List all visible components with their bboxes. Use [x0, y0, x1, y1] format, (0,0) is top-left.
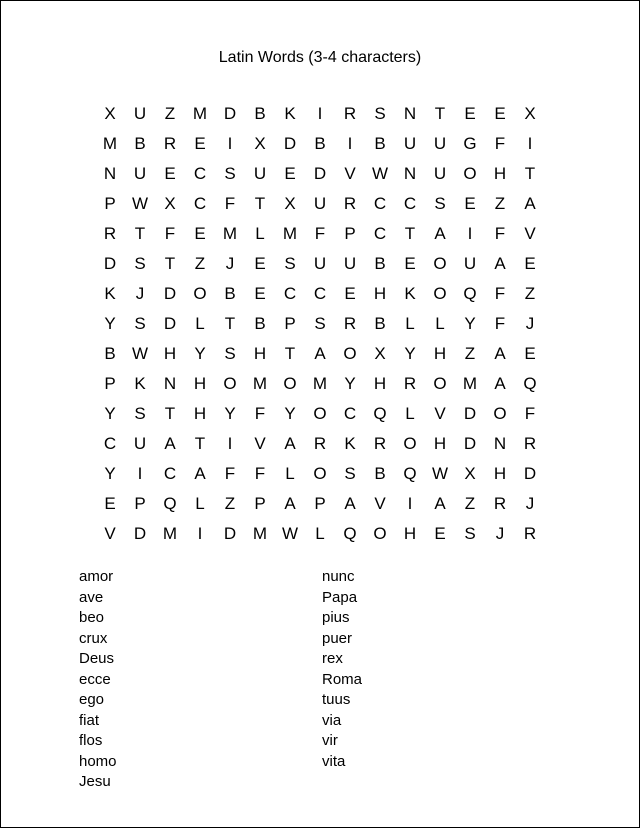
grid-letter: U	[463, 253, 477, 273]
word-list-item: puer	[322, 629, 353, 647]
grid-letter: T	[254, 193, 266, 213]
grid-letter: H	[193, 373, 207, 393]
grid-letter: H	[403, 523, 417, 543]
word-list-item: ecce	[79, 670, 111, 688]
grid-letter: E	[194, 223, 206, 243]
grid-letter: D	[223, 523, 237, 543]
word-list-item: rex	[322, 650, 343, 667]
grid-letter: R	[343, 103, 357, 123]
grid-letter: M	[462, 373, 478, 393]
grid-letter: Y	[104, 403, 116, 423]
grid-letter: A	[494, 253, 506, 273]
grid-letter: X	[464, 463, 476, 483]
grid-letter: Z	[164, 103, 176, 123]
grid-letter: E	[284, 163, 296, 183]
grid-letter: U	[253, 163, 267, 183]
grid-letter: A	[434, 493, 446, 513]
grid-letter: H	[433, 433, 447, 453]
grid-letter: R	[103, 223, 117, 243]
grid-letter: T	[224, 313, 236, 333]
grid-letter: O	[463, 163, 477, 183]
grid-letter: H	[163, 343, 177, 363]
grid-letter: F	[224, 193, 236, 213]
grid-letter: K	[404, 283, 416, 303]
grid-letter: C	[193, 193, 207, 213]
grid-letter: E	[164, 163, 176, 183]
grid-letter: H	[373, 373, 387, 393]
grid-letter: L	[435, 313, 445, 333]
grid-letter: Z	[464, 343, 476, 363]
grid-letter: Y	[104, 463, 116, 483]
grid-letter: M	[192, 103, 208, 123]
word-list-item: flos	[79, 732, 103, 749]
grid-letter: T	[194, 433, 206, 453]
grid-letter: O	[403, 433, 417, 453]
grid-letter: J	[135, 283, 145, 303]
grid-letter: X	[104, 103, 116, 123]
word-list-item: nunc	[322, 568, 355, 585]
grid-letter: R	[343, 193, 357, 213]
grid-letter: F	[494, 283, 506, 303]
grid-letter: S	[134, 403, 146, 423]
grid-letter: M	[282, 223, 298, 243]
word-list-item: ego	[79, 691, 105, 708]
grid-letter: T	[284, 343, 296, 363]
word-list-item: beo	[79, 609, 105, 626]
grid-letter: V	[374, 493, 386, 513]
word-list-item: homo	[79, 752, 117, 770]
grid-letter: N	[493, 433, 507, 453]
grid-letter: M	[162, 523, 178, 543]
word-list-item: Roma	[322, 670, 363, 688]
grid-letter: P	[344, 223, 356, 243]
grid-letter: K	[104, 283, 116, 303]
grid-letter: S	[284, 253, 296, 273]
grid-letter: O	[433, 373, 447, 393]
grid-letter: F	[524, 403, 536, 423]
grid-letter: I	[137, 463, 143, 483]
word-list-column-1	[79, 567, 117, 793]
grid-letter: R	[523, 433, 537, 453]
grid-letter: T	[524, 163, 536, 183]
grid-letter: F	[254, 463, 266, 483]
grid-letter: P	[104, 193, 116, 213]
grid-letter: F	[494, 133, 506, 153]
grid-letter: Z	[464, 493, 476, 513]
grid-letter: R	[373, 433, 387, 453]
grid-letter: B	[374, 133, 386, 153]
grid-letter: E	[254, 253, 266, 273]
grid-letter: W	[131, 193, 149, 213]
grid-letter: D	[163, 313, 177, 333]
grid-letter: C	[403, 193, 417, 213]
grid-letter: O	[193, 283, 207, 303]
grid-letter: D	[163, 283, 177, 303]
grid-letter: C	[103, 433, 117, 453]
grid-letter: D	[463, 403, 477, 423]
word-list-item: amor	[79, 568, 114, 585]
grid-letter: K	[134, 373, 146, 393]
grid-letter: E	[194, 133, 206, 153]
grid-letter: N	[163, 373, 177, 393]
word-list-item: vita	[322, 752, 346, 770]
grid-letter: E	[344, 283, 356, 303]
word-list-item: tuus	[322, 691, 351, 708]
grid-letter: T	[404, 223, 416, 243]
word-list-item: Papa	[322, 588, 358, 606]
grid-letter: R	[523, 523, 537, 543]
grid-letter: D	[463, 433, 477, 453]
grid-letter: Y	[224, 403, 236, 423]
grid-letter: E	[464, 103, 476, 123]
grid-letter: M	[222, 223, 238, 243]
grid-letter: X	[164, 193, 176, 213]
grid-letter: U	[133, 103, 147, 123]
grid-letter: Q	[343, 523, 357, 543]
grid-letter: S	[344, 463, 356, 483]
grid-letter: U	[313, 193, 327, 213]
grid-letter: Y	[404, 343, 416, 363]
grid-letter: L	[315, 523, 325, 543]
grid-letter: H	[193, 403, 207, 423]
grid-letter: Q	[403, 463, 417, 483]
grid-letter: X	[374, 343, 386, 363]
grid-letter: V	[254, 433, 266, 453]
word-list-item: Jesu	[79, 773, 111, 790]
grid-letter: U	[313, 253, 327, 273]
grid-letter: J	[525, 313, 535, 333]
grid-letter: U	[433, 163, 447, 183]
grid-letter: A	[494, 343, 506, 363]
grid-letter: S	[374, 103, 386, 123]
grid-letter: C	[313, 283, 327, 303]
grid-letter: C	[343, 403, 357, 423]
grid-letter: C	[163, 463, 177, 483]
grid-letter: I	[227, 133, 233, 153]
grid-letter: G	[463, 133, 477, 153]
grid-letter: M	[312, 373, 328, 393]
grid-letter: C	[283, 283, 297, 303]
grid-letter: X	[284, 193, 296, 213]
grid-letter: A	[524, 193, 536, 213]
grid-letter: H	[373, 283, 387, 303]
grid-letter: L	[195, 313, 205, 333]
grid-letter: Z	[524, 283, 536, 303]
grid-letter: H	[433, 343, 447, 363]
grid-letter: L	[195, 493, 205, 513]
grid-letter: Z	[494, 193, 506, 213]
grid-letter: S	[134, 313, 146, 333]
grid-letter: A	[284, 493, 296, 513]
grid-letter: H	[253, 343, 267, 363]
grid-letter: Z	[224, 493, 236, 513]
grid-letter: M	[252, 373, 268, 393]
grid-letter: A	[434, 223, 446, 243]
grid-letter: E	[524, 343, 536, 363]
grid-letter: U	[133, 163, 147, 183]
grid-letter: O	[313, 403, 327, 423]
grid-letter: B	[224, 283, 236, 303]
grid-letter: W	[431, 463, 449, 483]
grid-letter: X	[254, 133, 266, 153]
grid-letter: U	[403, 133, 417, 153]
grid-letter: E	[104, 493, 116, 513]
grid-letter: V	[344, 163, 356, 183]
grid-letter: Y	[464, 313, 476, 333]
grid-letter: Z	[194, 253, 206, 273]
letter-grid	[95, 98, 545, 548]
grid-letter: W	[131, 343, 149, 363]
grid-letter: O	[283, 373, 297, 393]
grid-letter: R	[403, 373, 417, 393]
grid-letter: X	[524, 103, 536, 123]
grid-letter: B	[374, 313, 386, 333]
grid-letter: I	[467, 223, 473, 243]
grid-letter: E	[404, 253, 416, 273]
grid-letter: C	[193, 163, 207, 183]
grid-letter: M	[102, 133, 118, 153]
grid-letter: I	[527, 133, 533, 153]
word-list-item: via	[322, 711, 342, 729]
grid-letter: S	[224, 343, 236, 363]
grid-letter: E	[254, 283, 266, 303]
grid-letter: V	[104, 523, 116, 543]
grid-letter: P	[104, 373, 116, 393]
grid-letter: R	[343, 313, 357, 333]
grid-letter: B	[314, 133, 326, 153]
grid-letter: B	[254, 103, 266, 123]
grid-letter: L	[285, 463, 295, 483]
grid-letter: B	[374, 253, 386, 273]
grid-letter: N	[103, 163, 117, 183]
grid-letter: Q	[163, 493, 177, 513]
grid-letter: Y	[284, 403, 296, 423]
grid-letter: I	[227, 433, 233, 453]
grid-letter: E	[494, 103, 506, 123]
grid-letter: B	[104, 343, 116, 363]
grid-letter: D	[133, 523, 147, 543]
grid-letter: J	[495, 523, 505, 543]
grid-letter: H	[493, 463, 507, 483]
grid-letter: L	[405, 403, 415, 423]
grid-letter: I	[197, 523, 203, 543]
word-list-column-2	[322, 567, 362, 772]
grid-letter: O	[373, 523, 387, 543]
grid-letter: U	[133, 433, 147, 453]
grid-letter: Q	[523, 373, 537, 393]
grid-letter: E	[524, 253, 536, 273]
grid-letter: K	[344, 433, 356, 453]
grid-letter: T	[434, 103, 446, 123]
grid-letter: S	[224, 163, 236, 183]
grid-letter: O	[493, 403, 507, 423]
grid-letter: T	[134, 223, 146, 243]
word-list-item: crux	[79, 629, 108, 647]
grid-letter: N	[403, 163, 417, 183]
grid-letter: W	[281, 523, 299, 543]
grid-letter: R	[493, 493, 507, 513]
word-list-item: ave	[79, 588, 104, 606]
grid-letter: J	[525, 493, 535, 513]
grid-letter: B	[254, 313, 266, 333]
grid-letter: D	[223, 103, 237, 123]
grid-letter: V	[434, 403, 446, 423]
grid-letter: E	[464, 193, 476, 213]
grid-letter: O	[223, 373, 237, 393]
grid-letter: D	[523, 463, 537, 483]
grid-letter: D	[313, 163, 327, 183]
grid-letter: A	[284, 433, 296, 453]
grid-letter: C	[373, 193, 387, 213]
grid-letter: S	[434, 193, 446, 213]
grid-letter: O	[313, 463, 327, 483]
grid-letter: B	[374, 463, 386, 483]
grid-letter: J	[225, 253, 235, 273]
grid-letter: W	[371, 163, 389, 183]
grid-letter: Q	[373, 403, 387, 423]
grid-letter: F	[494, 313, 506, 333]
grid-letter: F	[164, 223, 176, 243]
grid-letter: P	[134, 493, 146, 513]
grid-letter: O	[433, 283, 447, 303]
grid-letter: Y	[344, 373, 356, 393]
grid-letter: P	[254, 493, 266, 513]
grid-letter: O	[433, 253, 447, 273]
grid-letter: F	[224, 463, 236, 483]
grid-letter: L	[255, 223, 265, 243]
grid-letter: B	[134, 133, 146, 153]
grid-letter: I	[407, 493, 413, 513]
grid-letter: Y	[104, 313, 116, 333]
grid-letter: F	[494, 223, 506, 243]
grid-letter: I	[317, 103, 323, 123]
grid-letter: A	[194, 463, 206, 483]
grid-letter: A	[314, 343, 326, 363]
grid-letter: D	[103, 253, 117, 273]
grid-letter: H	[493, 163, 507, 183]
grid-letter: S	[464, 523, 476, 543]
grid-letter: P	[284, 313, 296, 333]
grid-letter: V	[524, 223, 536, 243]
grid-letter: M	[252, 523, 268, 543]
grid-letter: C	[373, 223, 387, 243]
grid-letter: I	[347, 133, 353, 153]
word-list-item: fiat	[79, 711, 100, 729]
grid-letter: A	[494, 373, 506, 393]
grid-letter: T	[164, 403, 176, 423]
grid-letter: F	[254, 403, 266, 423]
grid-letter: F	[314, 223, 326, 243]
grid-letter: S	[314, 313, 326, 333]
word-list-item: pius	[322, 609, 350, 626]
grid-letter: N	[403, 103, 417, 123]
grid-letter: T	[164, 253, 176, 273]
grid-letter: K	[284, 103, 296, 123]
grid-letter: A	[164, 433, 176, 453]
grid-letter: E	[434, 523, 446, 543]
grid-letter: A	[344, 493, 356, 513]
grid-letter: U	[343, 253, 357, 273]
grid-letter: O	[343, 343, 357, 363]
grid-letter: L	[405, 313, 415, 333]
word-list-item: Deus	[79, 650, 115, 667]
grid-letter: Q	[463, 283, 477, 303]
page-title: Latin Words (3-4 characters)	[218, 49, 422, 66]
grid-letter: Y	[194, 343, 206, 363]
grid-letter: S	[134, 253, 146, 273]
grid-letter: R	[163, 133, 177, 153]
word-list-item: vir	[322, 732, 338, 749]
grid-letter: P	[314, 493, 326, 513]
grid-letter: D	[283, 133, 297, 153]
grid-letter: U	[433, 133, 447, 153]
grid-letter: R	[313, 433, 327, 453]
